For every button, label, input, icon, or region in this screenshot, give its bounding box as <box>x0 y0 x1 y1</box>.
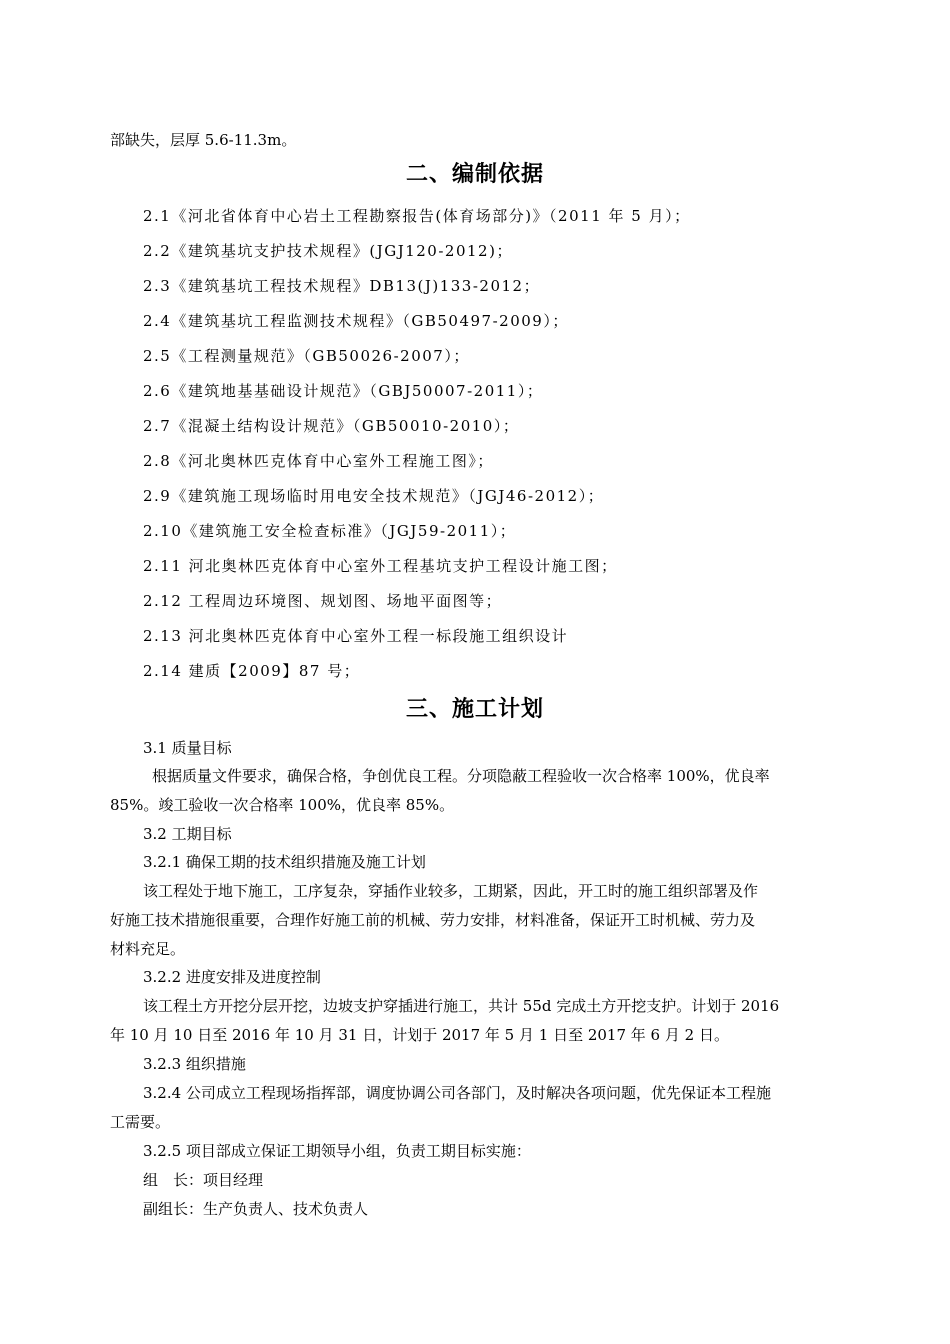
basis-item: 2.10《建筑施工安全检查标准》（JGJ59-2011）； <box>143 522 517 540</box>
basis-item: 2.9《建筑施工现场临时用电安全技术规范》（JGJ46-2012）； <box>143 487 605 505</box>
team-deputy: 副组长：生产负责人、技术负责人 <box>143 1200 369 1218</box>
section2-heading: 二、编制依据 <box>405 162 544 187</box>
s322-text: 该工程土方开挖分层开挖，边坡支护穿插进行施工，共计 55d 完成土方开挖支护。计划于 2016 <box>143 997 780 1015</box>
quality-goal-title: 3.1 质量目标 <box>143 739 232 757</box>
basis-item: 2.6《建筑地基基础设计规范》（GBJ50007-2011）； <box>143 382 544 400</box>
basis-item: 2.13 河北奥林匹克体育中心室外工程一标段施工组织设计 <box>143 627 569 645</box>
basis-item: 2.14 建质【2009】87 号； <box>143 662 361 680</box>
schedule-goal-title: 3.2 工期目标 <box>143 825 232 843</box>
s324-text: 3.2.4 公司成立工程现场指挥部，调度协调公司各部门，及时解决各项问题，优先保证本工程施 <box>143 1084 771 1102</box>
quality-goal-text: 85%。竣工验收一次合格率 100%，优良率 85%。 <box>110 796 455 814</box>
basis-item: 2.5《工程测量规范》（GB50026-2007）； <box>143 347 470 365</box>
s324-text: 工需要。 <box>110 1113 171 1131</box>
basis-item: 2.4《建筑基坑工程监测技术规程》（GB50497-2009）； <box>143 312 569 330</box>
basis-item: 2.8《河北奥林匹克体育中心室外工程施工图》； <box>143 452 494 470</box>
s321-title: 3.2.1 确保工期的技术组织措施及施工计划 <box>143 853 426 871</box>
quality-goal-text: 根据质量文件要求，确保合格，争创优良工程。分项隐蔽工程验收一次合格率 100%，优良率 <box>152 767 770 785</box>
basis-item: 2.3《建筑基坑工程技术规程》DB13(J)133-2012； <box>143 277 541 295</box>
basis-item: 2.12 工程周边环境图、规划图、场地平面图等； <box>143 592 503 610</box>
s325-text: 3.2.5 项目部成立保证工期领导小组，负责工期目标实施： <box>143 1142 531 1160</box>
basis-item: 2.1《河北省体育中心岩土工程勘察报告(体育场部分)》（2011 年 5 月）； <box>143 207 691 225</box>
team-leader: 组 长：项目经理 <box>143 1171 264 1189</box>
s323-title: 3.2.3 组织措施 <box>143 1055 246 1073</box>
s322-title: 3.2.2 进度安排及进度控制 <box>143 968 321 986</box>
s321-text: 该工程处于地下施工，工序复杂，穿插作业较多，工期紧，因此，开工时的施工组织部署及作 <box>143 882 759 900</box>
basis-item: 2.2《建筑基坑支护技术规程》(JGJ120-2012)； <box>143 242 513 260</box>
s322-text: 年 10 月 10 日至 2016 年 10 月 31 日，计划于 2017 年 5 月 1 日至 2017 年 6 月 2 日。 <box>110 1026 729 1044</box>
intro-continuation: 部缺失，层厚 5.6-11.3m。 <box>110 131 297 149</box>
s321-text: 好施工技术措施很重要，合理作好施工前的机械、劳力安排，材料准备，保证开工时机械、劳力及 <box>110 911 756 929</box>
s321-text: 材料充足。 <box>110 940 186 958</box>
basis-item: 2.11 河北奥林匹克体育中心室外工程基坑支护工程设计施工图； <box>143 557 618 575</box>
basis-item: 2.7《混凝土结构设计规范》（GB50010-2010）； <box>143 417 520 435</box>
section3-heading: 三、施工计划 <box>405 697 544 722</box>
